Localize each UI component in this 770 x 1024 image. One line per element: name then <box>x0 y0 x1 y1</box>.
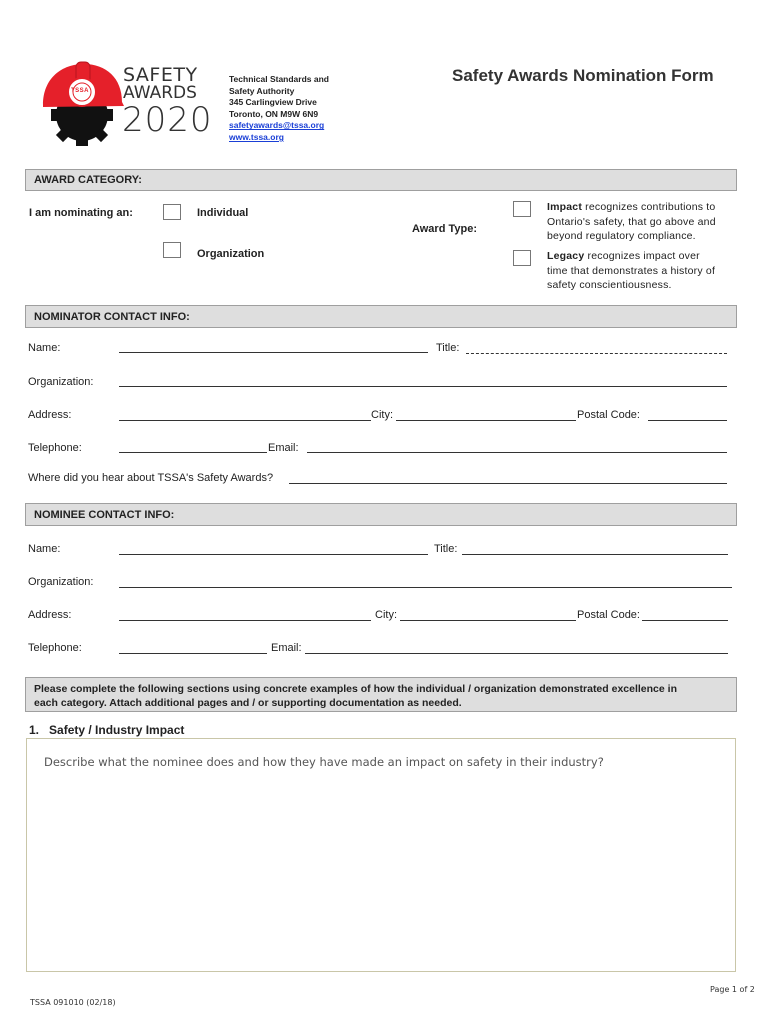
org-email-link[interactable]: safetyawards@tssa.org <box>229 120 325 131</box>
hear-about-field[interactable] <box>289 483 727 484</box>
nominator-address-label: Address: <box>28 409 72 421</box>
impact-description <box>547 200 716 244</box>
nominee-city-label: City: <box>375 609 397 621</box>
page-number: Page 1 of 2 <box>710 985 755 994</box>
nominator-city-label: City: <box>371 409 393 421</box>
nominee-title-label: Title: <box>434 543 458 555</box>
org-address-block <box>229 74 329 144</box>
nominator-name-field[interactable] <box>119 352 428 353</box>
nominator-telephone-label: Telephone: <box>28 442 82 454</box>
safety-impact-placeholder: Describe what the nominee does and how they have made an impact on safety in their industry? <box>44 755 604 769</box>
safety-awards-logo <box>40 60 220 150</box>
nominee-address-field[interactable] <box>119 620 371 621</box>
legacy-desc-2: time that demonstrates a history of <box>547 264 716 277</box>
impact-title: Impact <box>547 201 583 213</box>
form-code: TSSA 091010 (02/18) <box>30 998 116 1007</box>
nominator-organization-field[interactable] <box>119 386 727 387</box>
nominator-email-label: Email: <box>268 442 299 454</box>
award-type-label: Award Type: <box>412 223 477 235</box>
nominator-name-label: Name: <box>28 342 61 354</box>
section1-heading <box>29 723 184 737</box>
org-name-line2: Safety Authority <box>229 85 295 96</box>
section1-title: Safety / Industry Impact <box>49 723 185 737</box>
nominator-address-field[interactable] <box>119 420 371 421</box>
organization-checkbox[interactable] <box>163 242 181 258</box>
logo-line-awards: AWARDS <box>123 83 197 103</box>
legacy-title: Legacy <box>547 250 585 262</box>
nominee-email-field[interactable] <box>305 653 728 654</box>
logo-seal-text: TSSA <box>71 88 90 94</box>
nominee-telephone-label: Telephone: <box>28 642 82 654</box>
nominator-title-label: Title: <box>436 342 460 354</box>
instructions-line1: Please complete the following sections using concrete examples of how the individual / organization demonstrated excellence in <box>34 683 677 695</box>
nominator-title-field[interactable] <box>466 353 727 354</box>
nominee-organization-label: Organization: <box>28 576 94 588</box>
org-website-link[interactable]: www.tssa.org <box>229 131 284 142</box>
impact-desc-3: beyond regulatory compliance. <box>547 230 696 242</box>
nominator-postal-label: Postal Code: <box>577 409 640 421</box>
impact-desc-2: Ontario's safety, that go above and <box>547 215 716 228</box>
nominee-postal-field[interactable] <box>642 620 728 621</box>
nominee-name-field[interactable] <box>119 554 428 555</box>
organization-label: Organization <box>197 248 265 260</box>
nominee-city-field[interactable] <box>400 620 576 621</box>
org-street: 345 Carlingview Drive <box>229 97 317 108</box>
individual-label: Individual <box>197 207 249 219</box>
nominee-email-label: Email: <box>271 642 302 654</box>
nominee-telephone-field[interactable] <box>119 653 267 654</box>
page-title: Safety Awards Nomination Form <box>452 66 714 85</box>
nominator-email-field[interactable] <box>307 452 727 453</box>
legacy-desc-3: safety conscientiousness. <box>547 279 672 291</box>
org-city: Toronto, ON M9W 6N9 <box>229 108 319 119</box>
legacy-checkbox[interactable] <box>513 250 531 266</box>
nominator-organization-label: Organization: <box>28 376 94 388</box>
logo-line-safety: SAFETY <box>123 64 198 86</box>
nominator-header: NOMINATOR CONTACT INFO: <box>25 305 737 328</box>
award-category-header: AWARD CATEGORY: <box>25 169 737 191</box>
legacy-description <box>547 249 715 293</box>
nominee-postal-label: Postal Code: <box>577 609 640 621</box>
section1-number: 1. <box>29 723 40 737</box>
hear-about-label: Where did you hear about TSSA's Safety Awards? <box>28 472 274 484</box>
instructions-banner <box>25 677 737 712</box>
impact-checkbox[interactable] <box>513 201 531 217</box>
nominee-title-field[interactable] <box>462 554 728 555</box>
individual-checkbox[interactable] <box>163 204 181 220</box>
nominee-name-label: Name: <box>28 543 61 555</box>
nominator-postal-field[interactable] <box>648 420 727 421</box>
nominee-header: NOMINEE CONTACT INFO: <box>25 503 737 526</box>
legacy-desc-1: recognizes impact over <box>584 250 700 262</box>
nominating-label: I am nominating an: <box>29 207 133 219</box>
nominee-organization-field[interactable] <box>119 587 732 588</box>
safety-impact-textarea[interactable] <box>26 738 736 972</box>
nominator-city-field[interactable] <box>396 420 576 421</box>
instructions-line2: each category. Attach additional pages and / or supporting documentation as needed. <box>34 697 462 709</box>
impact-desc-1: recognizes contributions to <box>582 201 716 213</box>
org-name-line1: Technical Standards and <box>229 74 329 84</box>
logo-year: 2020 <box>122 100 213 140</box>
nominator-telephone-field[interactable] <box>119 452 267 453</box>
nominee-address-label: Address: <box>28 609 72 621</box>
